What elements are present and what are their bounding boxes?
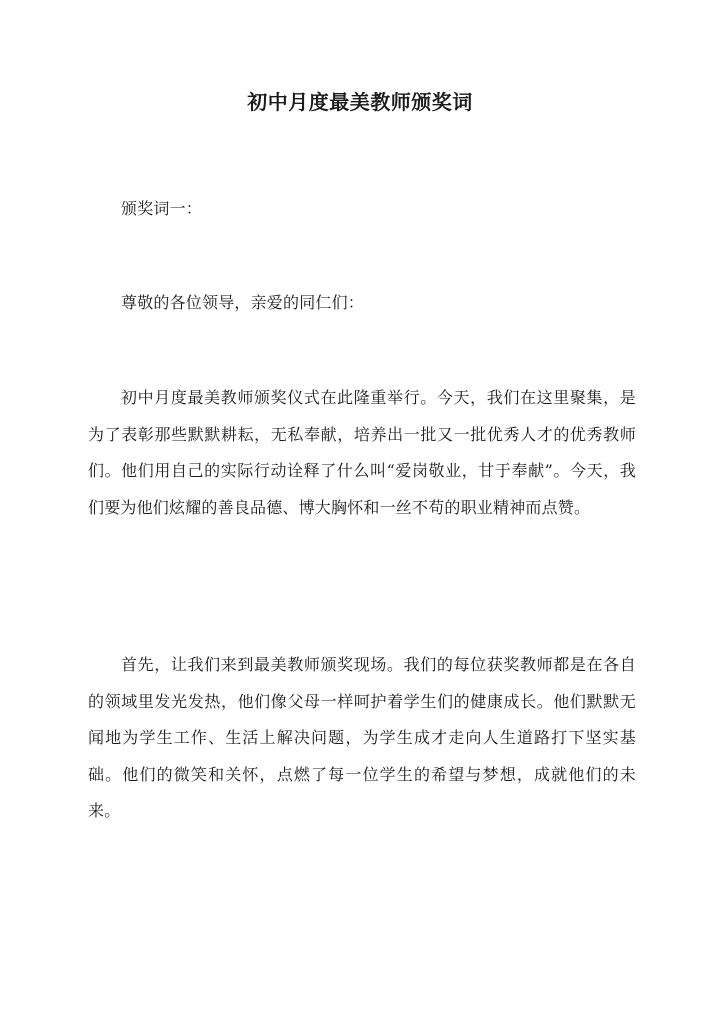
document-title: 初中月度最美教师颁奖词 bbox=[247, 90, 473, 114]
body-paragraph: 首先，让我们来到最美教师颁奖现场。我们的每位获奖教师都是在各自的领域里发光发热，他们像父母一样呵护着学生们的健康成长。他们默默无闻地为学生工作、生活上解决问题，为学生成才走向人生道路打下坚实基础。他们的微笑和关怀，点燃了每一位学生的希望与梦想，成就他们的未来。 bbox=[88, 655, 636, 820]
greeting-paragraph: 尊敬的各位领导，亲爱的同仁们： bbox=[121, 293, 365, 312]
section-heading: 颁奖词一： bbox=[121, 199, 203, 218]
body-paragraph: 初中月度最美教师颁奖仪式在此隆重举行。今天，我们在这里聚集，是为了表彰那些默默耕耘，无私奉献，培养出一批又一批优秀人才的优秀教师们。他们用自己的实际行动诠释了什么叫“爱岗敬业，甘于奉献”。今天，我们要为他们炫耀的善良品德、博大胸怀和一丝不苟的职业精神而点赞。 bbox=[88, 388, 636, 517]
